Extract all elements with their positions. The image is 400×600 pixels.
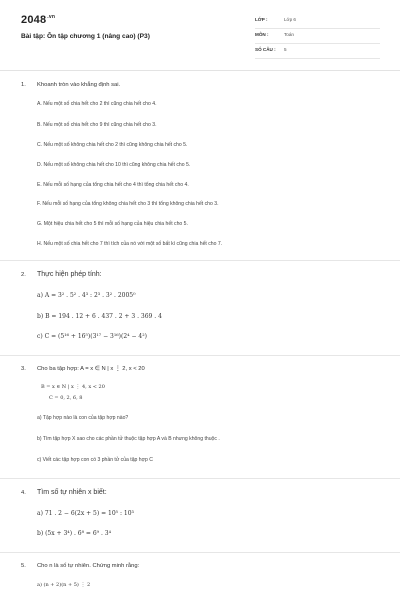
section-separator (0, 552, 400, 553)
question-prompt: Cho ba tập hợp: A = x ∈ N | x ⋮ 2, x < 20 (37, 366, 145, 372)
option-g: G. Một hiệu chia hết cho 5 thì mỗi số hạng của hiệu chia hết cho 5. (37, 221, 188, 227)
item-c: c) Viết các tập hợp con có 3 phần tử của tập hợp C (37, 457, 153, 463)
meta-row-subject (255, 29, 380, 44)
set-c: C = 0, 2, 6, 8 (49, 395, 83, 401)
option-b: B. Nếu một số chia hết cho 9 thì cũng chia hết cho 3. (37, 122, 157, 128)
option-c: C. Nếu một số không chia hết cho 2 thì cũng không chia hết cho 5. (37, 142, 188, 148)
question-number: 5. (21, 563, 26, 569)
question-number: 1. (21, 82, 26, 88)
option-e: E. Nếu mỗi số hạng của tổng chia hết cho 4 thì tổng chia hết cho 4. (37, 182, 189, 188)
question-number: 2. (21, 272, 26, 278)
question-number: 4. (21, 490, 26, 496)
question-prompt: Cho n là số tự nhiên. Chứng minh rằng: (37, 563, 140, 569)
meta-row-class (255, 14, 380, 29)
option-f: F. Nếu mỗi số hạng của tổng không chia hết cho 3 thì tổng không chia hết cho 3. (37, 201, 219, 207)
question-prompt: Thực hiện phép tính: (37, 271, 102, 278)
page-title: Bài tập: Ôn tập chương 1 (nâng cao) (P3) (21, 33, 150, 40)
set-b: B = x ∈ N | x ⋮ 4, x < 20 (41, 384, 105, 390)
math-item-c: c) C = (5¹⁶ + 16⁵)(3¹⁷ − 3¹⁶)(2⁴ − 4²) (37, 333, 147, 340)
section-separator (0, 355, 400, 356)
item-b: b) Tìm tập hợp X sao cho các phần tử thuộc tập hợp A và B nhưng không thuộc . (37, 436, 220, 442)
question-number: 3. (21, 366, 26, 372)
math-item-a: a) 71 . 2 − 6(2x + 5) = 10⁵ : 10³ (37, 510, 134, 517)
meta-key: SỐ CÂU : (255, 47, 276, 52)
question-prompt: Tìm số tự nhiên x biết: (37, 489, 107, 496)
math-item-a: a) A = 3² . 5² . 4³ : 2³ . 3² . 2005⁰ (37, 292, 136, 299)
math-item-a: a) (n + 2)(n + 5) ⋮ 2 (37, 582, 91, 588)
question-prompt: Khoanh tròn vào khẳng định sai. (37, 82, 121, 88)
meta-key: LỚP : (255, 17, 268, 22)
section-separator (0, 260, 400, 261)
logo-suffix: .vn (47, 14, 56, 21)
option-a: A. Nếu một số chia hết cho 2 thì cũng chia hết cho 4. (37, 101, 157, 107)
meta-value: 5 (284, 47, 287, 52)
math-item-b: b) B = 194 . 12 + 6 . 437 . 2 + 3 . 369 . 4 (37, 313, 162, 320)
meta-value: Lớp 6 (284, 17, 296, 22)
option-h: H. Nếu một số chia hết cho 7 thì tích của nó với một số bất kì cũng chia hết cho 7. (37, 241, 223, 247)
logo-text: 2048 (21, 14, 47, 26)
meta-key: MÔN : (255, 32, 269, 37)
meta-value: Toán (284, 32, 294, 37)
option-d: D. Nếu một số không chia hết cho 10 thì cũng không chia hết cho 5. (37, 162, 191, 168)
section-separator (0, 478, 400, 479)
item-a: a) Tập hợp nào là con của tập hợp nào? (37, 415, 129, 421)
logo[interactable] (21, 14, 55, 26)
header-divider (0, 70, 400, 71)
header (0, 0, 400, 70)
math-item-b: b) (5x + 3⁴) . 6⁸ = 6⁹ . 3⁴ (37, 530, 111, 537)
meta-row-count (255, 44, 380, 59)
